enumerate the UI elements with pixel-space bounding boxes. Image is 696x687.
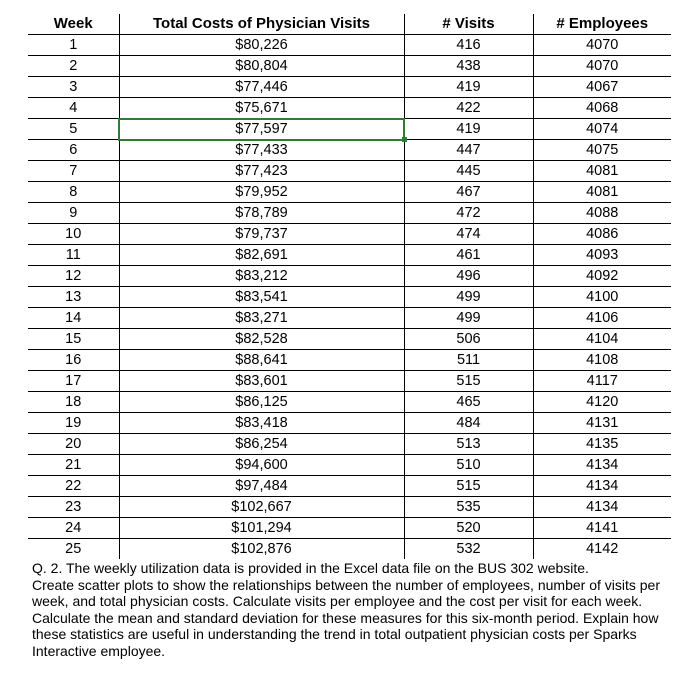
cell-total-cost[interactable]: $94,600 (119, 455, 404, 476)
cell-employees[interactable]: 4067 (533, 77, 671, 98)
question-line: Create scatter plots to show the relationships between the number of employees, number of visits per (32, 576, 660, 593)
cell-employees[interactable]: 4075 (533, 140, 671, 161)
cell-visits[interactable]: 472 (404, 203, 533, 224)
cell-employees[interactable]: 4081 (533, 161, 671, 182)
question-line: Q. 2. The weekly utilization data is provided in the Excel data file on the BUS 302 website. (32, 560, 589, 576)
cell-visits[interactable]: 461 (404, 245, 533, 266)
table-row (28, 434, 671, 455)
cell-visits[interactable]: 467 (404, 182, 533, 203)
cell-total-cost[interactable]: $83,541 (119, 287, 404, 308)
header-row (28, 14, 671, 35)
cell-visits[interactable]: 447 (404, 140, 533, 161)
table-row (28, 182, 671, 203)
table-row (28, 350, 671, 371)
cell-employees[interactable]: 4131 (533, 413, 671, 434)
cell-visits[interactable]: 438 (404, 56, 533, 77)
question-line: these statistics are useful in understanding the trend in total outpatient physician costs per Sparks (32, 626, 637, 642)
cell-employees[interactable]: 4106 (533, 308, 671, 329)
table-row (28, 329, 671, 350)
cell-visits[interactable]: 465 (404, 392, 533, 413)
cell-employees[interactable]: 4142 (533, 539, 671, 560)
cell-week[interactable]: 1 (28, 35, 119, 56)
cell-total-cost[interactable]: $86,254 (119, 434, 404, 455)
table-row (28, 539, 671, 560)
cell-total-cost[interactable]: $102,876 (119, 539, 404, 560)
cell-total-cost[interactable]: $97,484 (119, 476, 404, 497)
cell-week[interactable]: 5 (28, 119, 119, 140)
cell-visits[interactable]: 499 (404, 308, 533, 329)
table-row (28, 287, 671, 308)
cell-week[interactable]: 14 (28, 308, 119, 329)
table-row (28, 35, 671, 56)
cell-visits[interactable]: 535 (404, 497, 533, 518)
table-row (28, 518, 671, 539)
cell-visits[interactable]: 532 (404, 539, 533, 560)
question-line: Calculate the mean and standard deviation for these measures for this six-month period. Explain how (32, 609, 659, 626)
question-line: week, and total physician costs. Calculate visits per employee and the cost per visit for each week. (32, 593, 643, 609)
cell-visits[interactable]: 515 (404, 476, 533, 497)
table-row (28, 455, 671, 476)
cell-employees[interactable]: 4120 (533, 392, 671, 413)
cell-week[interactable]: 9 (28, 203, 119, 224)
cell-employees[interactable]: 4104 (533, 329, 671, 350)
cell-week[interactable]: 15 (28, 329, 119, 350)
cell-employees[interactable]: 4108 (533, 350, 671, 371)
cell-employees[interactable]: 4093 (533, 245, 671, 266)
cell-visits[interactable]: 520 (404, 518, 533, 539)
cell-visits[interactable]: 422 (404, 98, 533, 119)
table-row (28, 371, 671, 392)
cell-visits[interactable]: 419 (404, 77, 533, 98)
cell-employees[interactable]: 4135 (533, 434, 671, 455)
cell-total-cost[interactable]: $79,737 (119, 224, 404, 245)
cell-visits[interactable]: 515 (404, 371, 533, 392)
cell-employees[interactable]: 4086 (533, 224, 671, 245)
cell-visits[interactable]: 496 (404, 266, 533, 287)
cell-employees[interactable]: 4074 (533, 119, 671, 140)
question-line: Interactive employee. (32, 642, 166, 659)
cell-total-cost[interactable]: $82,528 (119, 329, 404, 350)
table-row (28, 245, 671, 266)
cell-employees[interactable]: 4070 (533, 56, 671, 77)
table-row (28, 224, 671, 245)
cell-visits[interactable]: 416 (404, 35, 533, 56)
cell-total-cost[interactable]: $79,952 (119, 182, 404, 203)
cell-week[interactable]: 16 (28, 350, 119, 371)
table-row (28, 119, 671, 140)
cell-week[interactable]: 25 (65, 541, 82, 557)
table-row (28, 413, 671, 434)
utilization-table (28, 14, 671, 559)
cell-total-cost[interactable]: $80,226 (119, 35, 404, 56)
cell-total-cost[interactable]: $101,294 (119, 518, 404, 539)
table-row (28, 392, 671, 413)
cell-week[interactable]: 6 (28, 140, 119, 161)
header-employees[interactable]: # Employees (533, 14, 671, 35)
cell-week[interactable]: 2 (28, 56, 119, 77)
cell-week[interactable]: 20 (28, 434, 119, 455)
cell-employees[interactable]: 4141 (533, 518, 671, 539)
question-text (32, 560, 668, 659)
cell-week[interactable]: 21 (28, 455, 119, 476)
cell-employees[interactable]: 4070 (533, 35, 671, 56)
cell-week[interactable]: 12 (28, 266, 119, 287)
cell-visits[interactable]: 513 (404, 434, 533, 455)
table-row (28, 203, 671, 224)
data-table-container (28, 14, 671, 559)
cell-employees[interactable]: 4134 (533, 455, 671, 476)
cell-total-cost[interactable]: $77,423 (119, 161, 404, 182)
cell-employees[interactable]: 4068 (533, 98, 671, 119)
cell-week[interactable]: 17 (28, 371, 119, 392)
cell-week[interactable]: 7 (28, 161, 119, 182)
cell-week[interactable]: 3 (28, 77, 119, 98)
cell-total-cost[interactable]: $83,271 (119, 308, 404, 329)
table-row (28, 476, 671, 497)
cell-employees[interactable]: 4117 (533, 371, 671, 392)
cell-total-cost[interactable]: $77,597 (119, 119, 404, 140)
table-row (28, 497, 671, 518)
cell-total-cost[interactable]: $86,125 (119, 392, 404, 413)
table-row (28, 56, 671, 77)
cell-total-cost[interactable]: $83,601 (119, 371, 404, 392)
table-row (28, 140, 671, 161)
table-body (28, 35, 671, 560)
cell-total-cost[interactable]: $75,671 (119, 98, 404, 119)
header-total-costs[interactable]: Total Costs of Physician Visits (119, 14, 404, 35)
cell-total-cost[interactable]: $77,446 (119, 77, 404, 98)
cell-week[interactable]: 18 (28, 392, 119, 413)
cell-employees[interactable]: 4081 (533, 182, 671, 203)
cell-employees[interactable]: 4134 (533, 497, 671, 518)
cell-week[interactable]: 10 (28, 224, 119, 245)
table-row (28, 77, 671, 98)
cell-visits[interactable]: 445 (404, 161, 533, 182)
cell-week[interactable]: 24 (28, 518, 119, 539)
table-row (28, 308, 671, 329)
cell-total-cost[interactable]: $88,641 (119, 350, 404, 371)
cell-visits[interactable]: 511 (404, 350, 533, 371)
cell-week[interactable]: 19 (28, 413, 119, 434)
cell-employees[interactable]: 4088 (533, 203, 671, 224)
cell-total-cost[interactable]: $80,804 (119, 56, 404, 77)
cell-visits[interactable]: 484 (404, 413, 533, 434)
cell-visits[interactable]: 474 (404, 224, 533, 245)
cell-total-cost[interactable]: $83,212 (119, 266, 404, 287)
cell-week[interactable]: 22 (28, 476, 119, 497)
cell-visits[interactable]: 499 (404, 287, 533, 308)
cell-employees[interactable]: 4100 (533, 287, 671, 308)
cell-visits[interactable]: 506 (404, 329, 533, 350)
table-row (28, 266, 671, 287)
cell-week[interactable]: 23 (28, 497, 119, 518)
cell-week[interactable]: 11 (28, 245, 119, 266)
cell-visits[interactable]: 510 (404, 455, 533, 476)
cell-total-cost[interactable]: $82,691 (119, 245, 404, 266)
cell-week[interactable]: 4 (28, 98, 119, 119)
cell-employees[interactable]: 4092 (533, 266, 671, 287)
cell-total-cost[interactable]: $102,667 (119, 497, 404, 518)
cell-total-cost[interactable]: $77,433 (119, 140, 404, 161)
cell-total-cost[interactable]: $78,789 (119, 203, 404, 224)
cell-visits[interactable]: 419 (404, 119, 533, 140)
cell-employees[interactable]: 4134 (533, 476, 671, 497)
header-visits[interactable]: # Visits (404, 14, 533, 35)
header-week[interactable]: Week (28, 14, 119, 35)
cell-week[interactable]: 8 (28, 182, 119, 203)
table-row (28, 98, 671, 119)
table-row (28, 161, 671, 182)
cell-week[interactable]: 13 (28, 287, 119, 308)
cell-total-cost[interactable]: $83,418 (119, 413, 404, 434)
